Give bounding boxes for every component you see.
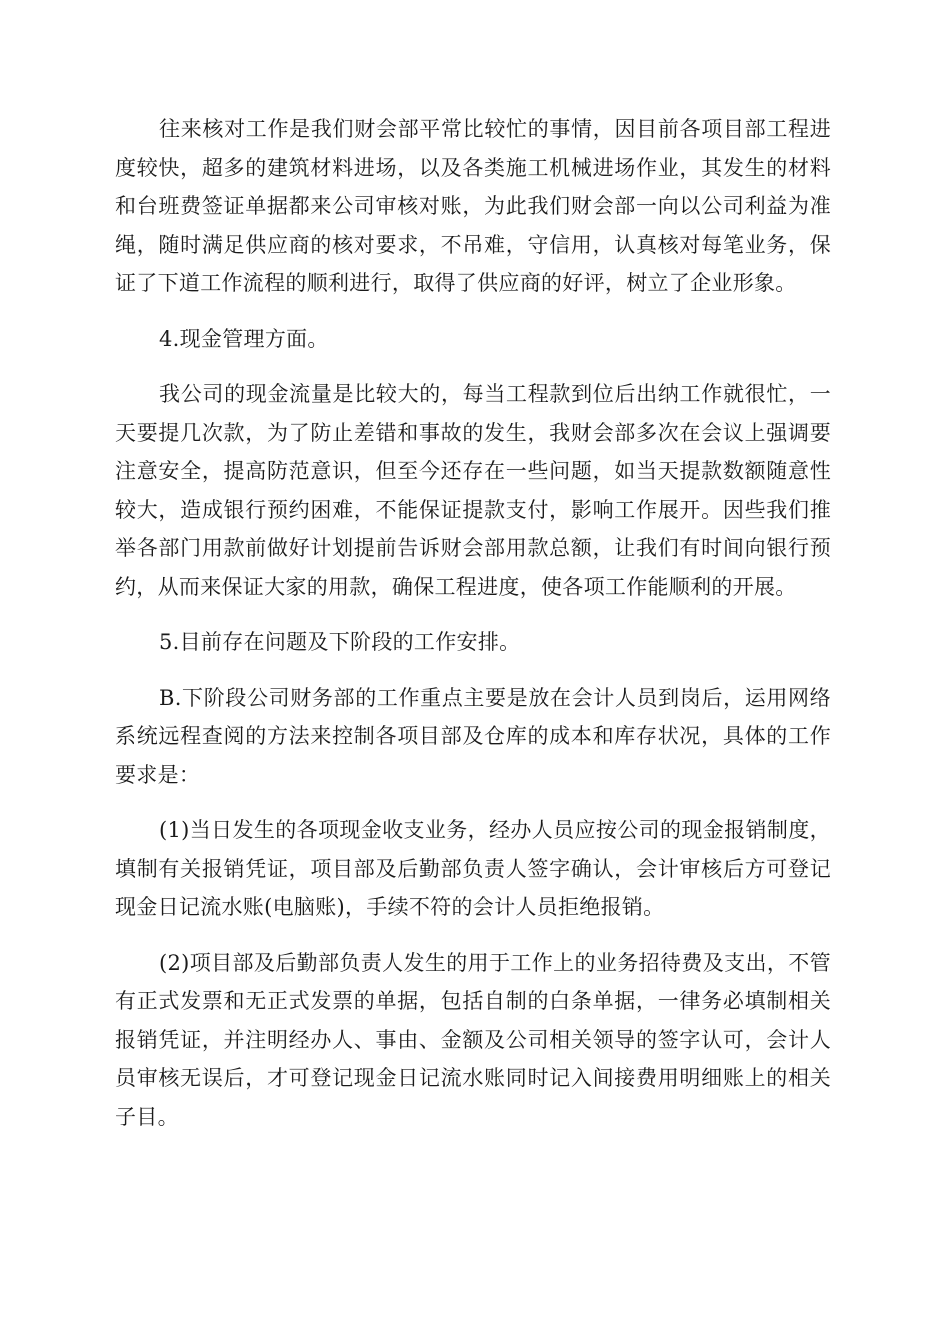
paragraph-gap: [115, 927, 831, 944]
paragraph-gap: [115, 794, 831, 811]
paragraph-gap: [115, 358, 831, 375]
heading-issues-and-plan: 5.目前存在问题及下阶段的工作安排。: [159, 630, 521, 654]
paragraph-reconciliation: 往来核对工作是我们财会部平常比较忙的事情，因目前各项目部工程进度较快，超多的建筑材料进场，以及各类施工机械进场作业，其发生的材料和台班费签证单据都来公司审核对账，为此我们财会部一向以公司利益为准绳，随时满足供应商的核对要求，不吊难，守信用，认真核对每笔业务，保证了下道工作流程的顺利进行，取得了供应商的好评，树立了企业形象。: [115, 117, 831, 295]
paragraph-gap: [115, 303, 831, 320]
paragraph-gap: [115, 662, 831, 679]
paragraph-item-1: (1)当日发生的各项现金收支业务，经办人员应按公司的现金报销制度，填制有关报销凭证，项目部及后勤部负责人签字确认，会计审核后方可登记现金日记流水账(电脑账)，手续不符的会计人员拒绝报销。: [115, 818, 831, 919]
paragraph-next-stage: B.下阶段公司财务部的工作重点主要是放在会计人员到岗后，运用网络系统远程查阅的方法来控制各项目部及仓库的成本和库存状况，具体的工作要求是：: [115, 685, 831, 787]
heading-cash-management: 4.现金管理方面。: [159, 326, 329, 351]
paragraph-gap: [115, 606, 831, 623]
paragraph-cash-flow: 我公司的现金流量是比较大的，每当工程款到位后出纳工作就很忙，一天要提几次款，为了防止差错和事故的发生，我财会部多次在会议上强调要注意安全，提高防范意识，但至今还存在一些问题，如当天提款数额随意性较大，造成银行预约困难，不能保证提款支付，影响工作展开。因些我们推举各部门用款前做好计划提前告诉财会部用款总额，让我们有时间向银行预约，从而来保证大家的用款，确保工程进度，使各项工作能顺利的开展。: [115, 382, 831, 599]
paragraph-item-2: (2)项目部及后勤部负责人发生的用于工作上的业务招待费及支出，不管有正式发票和无正式发票的单据，包括自制的白条单据，一律务必填制相关报销凭证，并注明经办人、事由、金额及公司相关领导的签字认可，会计人员审核无误后，才可登记现金日记流水账同时记入间接费用明细账上的相关子目。: [115, 950, 831, 1129]
document-page: [115, 110, 831, 1136]
